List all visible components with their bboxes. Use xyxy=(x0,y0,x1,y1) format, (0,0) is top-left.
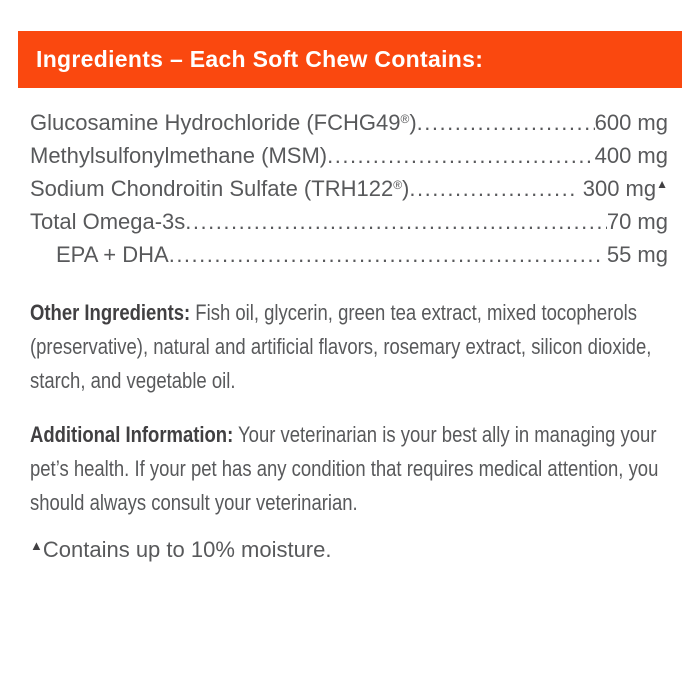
dot-leader xyxy=(327,139,595,172)
registered-trademark-icon: ® xyxy=(393,178,403,192)
dot-leader xyxy=(409,172,576,205)
additional-information-text: Your veterinarian is your best ally in managing your pet’s health. If your pet has any condition that requires medical attention, you should always consult your veterinarian. xyxy=(30,422,659,515)
ingredient-name-text: Sodium Chondroitin Sulfate (TRH122 xyxy=(30,176,394,201)
ingredient-name xyxy=(56,238,169,271)
ingredient-amount-text: 300 mg xyxy=(576,176,657,201)
ingredient-list xyxy=(30,106,668,271)
ingredient-amount xyxy=(595,106,668,139)
ingredient-amount-text: 400 mg xyxy=(594,143,668,168)
ingredient-row-epa-dha xyxy=(30,238,668,271)
ingredient-name-text: Glucosamine Hydrochloride (FCHG49 xyxy=(30,110,401,135)
moisture-footnote xyxy=(30,535,331,565)
moisture-footnote-marker-icon: ▲ xyxy=(656,177,668,191)
dot-leader xyxy=(417,106,595,139)
ingredient-amount xyxy=(601,238,668,271)
ingredient-name-text: Methylsulfonylmethane (MSM) xyxy=(30,143,328,168)
ingredient-row-chondroitin xyxy=(30,172,668,205)
ingredient-name-suffix: ) xyxy=(402,176,410,201)
ingredient-amount xyxy=(607,205,668,238)
ingredient-name xyxy=(30,106,417,139)
ingredient-amount-text: 55 mg xyxy=(600,242,668,267)
other-ingredients-paragraph xyxy=(30,296,664,398)
ingredients-header-title: Ingredients – Each Soft Chew Contains: xyxy=(36,46,484,72)
moisture-footnote-marker-icon: ▲ xyxy=(30,538,43,553)
ingredient-name-text: Total Omega-3s xyxy=(30,209,186,234)
ingredient-amount-text: 600 mg xyxy=(594,110,668,135)
additional-information-label: Additional Information: xyxy=(30,422,234,447)
ingredient-amount-text: 70 mg xyxy=(606,209,668,234)
ingredient-name xyxy=(30,139,327,172)
dot-leader xyxy=(169,238,601,271)
dot-leader xyxy=(185,205,607,238)
ingredient-name-suffix: ) xyxy=(409,110,417,135)
other-ingredients-label: Other Ingredients: xyxy=(30,300,191,325)
ingredient-row-omega3 xyxy=(30,205,668,238)
additional-information-paragraph xyxy=(30,418,694,520)
ingredient-name-text: EPA + DHA xyxy=(56,242,169,267)
ingredient-row-msm xyxy=(30,139,668,172)
ingredient-name xyxy=(30,205,185,238)
ingredients-header-bar xyxy=(18,31,682,88)
ingredient-amount xyxy=(577,172,668,205)
ingredient-row-glucosamine xyxy=(30,106,668,139)
registered-trademark-icon: ® xyxy=(400,112,410,126)
other-ingredients-text: Fish oil, glycerin, green tea extract, mixed tocopherols (preservative), natural and artificial flavors, rosemary extract, silicon dioxide, starch, and vegetable oil. xyxy=(30,300,652,393)
ingredient-amount xyxy=(595,139,668,172)
ingredient-name xyxy=(30,172,409,205)
moisture-footnote-text: Contains up to 10% moisture. xyxy=(42,537,332,562)
